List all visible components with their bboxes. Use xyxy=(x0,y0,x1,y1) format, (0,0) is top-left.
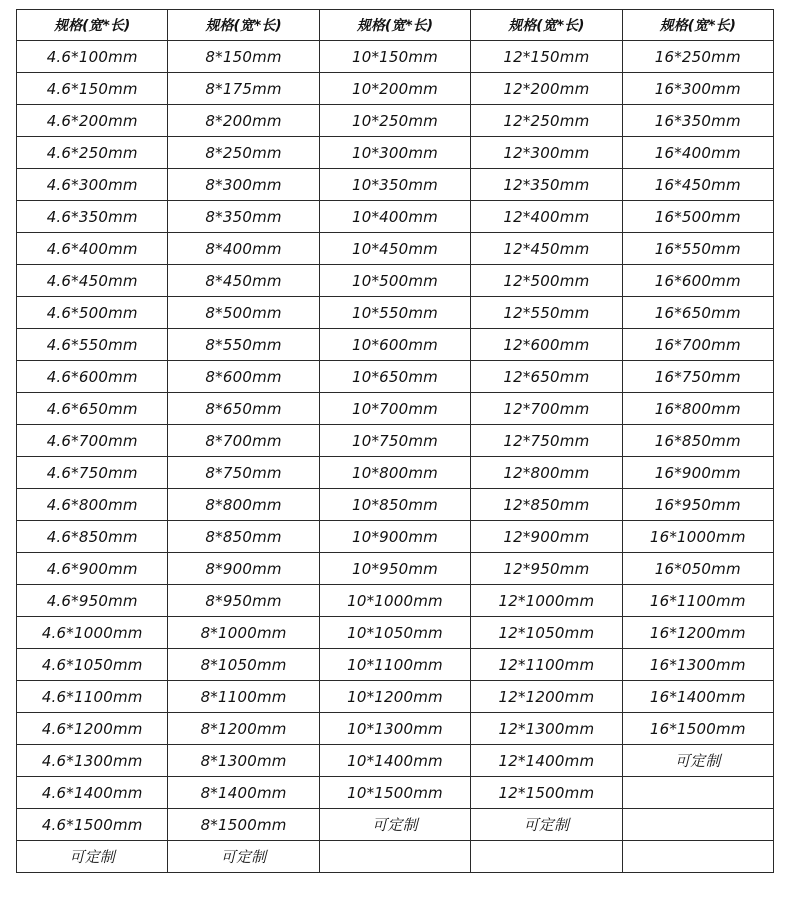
table-row xyxy=(17,265,774,297)
spec-cell: 8*450mm xyxy=(168,265,319,297)
spec-cell: 可定制 xyxy=(17,841,168,873)
spec-cell: 10*850mm xyxy=(319,489,470,521)
spec-cell: 8*1000mm xyxy=(168,617,319,649)
spec-cell: 可定制 xyxy=(622,745,773,777)
spec-cell: 10*750mm xyxy=(319,425,470,457)
spec-cell: 4.6*1200mm xyxy=(17,713,168,745)
spec-cell: 10*1050mm xyxy=(319,617,470,649)
spec-cell: 4.6*1000mm xyxy=(17,617,168,649)
spec-cell: 12*1500mm xyxy=(471,777,622,809)
spec-cell: 4.6*250mm xyxy=(17,137,168,169)
spec-cell: 16*1000mm xyxy=(622,521,773,553)
spec-cell: 12*350mm xyxy=(471,169,622,201)
table-row xyxy=(17,713,774,745)
spec-table-header xyxy=(17,10,774,41)
spec-cell: 10*350mm xyxy=(319,169,470,201)
spec-cell: 10*1200mm xyxy=(319,681,470,713)
header-cell: 规格(宽*长) xyxy=(168,10,319,41)
table-row xyxy=(17,233,774,265)
spec-cell: 4.6*1300mm xyxy=(17,745,168,777)
spec-cell: 10*1100mm xyxy=(319,649,470,681)
table-row xyxy=(17,297,774,329)
spec-cell: 10*500mm xyxy=(319,265,470,297)
header-cell: 规格(宽*长) xyxy=(319,10,470,41)
spec-cell: 10*250mm xyxy=(319,105,470,137)
spec-cell: 12*950mm xyxy=(471,553,622,585)
table-row xyxy=(17,809,774,841)
spec-cell: 16*1300mm xyxy=(622,649,773,681)
spec-cell: 16*250mm xyxy=(622,41,773,73)
spec-cell: 16*600mm xyxy=(622,265,773,297)
spec-cell: 可定制 xyxy=(319,809,470,841)
spec-cell: 12*550mm xyxy=(471,297,622,329)
table-row xyxy=(17,489,774,521)
spec-cell: 12*250mm xyxy=(471,105,622,137)
spec-cell: 4.6*950mm xyxy=(17,585,168,617)
spec-cell: 10*150mm xyxy=(319,41,470,73)
spec-cell: 8*500mm xyxy=(168,297,319,329)
spec-cell: 16*400mm xyxy=(622,137,773,169)
spec-cell: 可定制 xyxy=(168,841,319,873)
spec-cell xyxy=(622,841,773,873)
spec-cell: 4.6*150mm xyxy=(17,73,168,105)
spec-cell: 16*800mm xyxy=(622,393,773,425)
spec-cell: 4.6*1500mm xyxy=(17,809,168,841)
table-row xyxy=(17,169,774,201)
spec-cell: 10*550mm xyxy=(319,297,470,329)
spec-cell: 8*150mm xyxy=(168,41,319,73)
spec-cell: 4.6*650mm xyxy=(17,393,168,425)
spec-cell: 4.6*450mm xyxy=(17,265,168,297)
spec-cell: 12*400mm xyxy=(471,201,622,233)
spec-cell: 8*900mm xyxy=(168,553,319,585)
spec-cell: 10*1000mm xyxy=(319,585,470,617)
table-row xyxy=(17,777,774,809)
spec-cell xyxy=(622,777,773,809)
spec-cell: 10*1500mm xyxy=(319,777,470,809)
spec-cell: 10*200mm xyxy=(319,73,470,105)
table-row xyxy=(17,745,774,777)
spec-cell: 4.6*200mm xyxy=(17,105,168,137)
spec-cell: 8*300mm xyxy=(168,169,319,201)
spec-cell: 10*800mm xyxy=(319,457,470,489)
spec-cell: 8*1050mm xyxy=(168,649,319,681)
table-row xyxy=(17,617,774,649)
spec-cell: 4.6*400mm xyxy=(17,233,168,265)
spec-cell: 4.6*900mm xyxy=(17,553,168,585)
spec-cell xyxy=(622,809,773,841)
spec-cell: 10*950mm xyxy=(319,553,470,585)
table-row xyxy=(17,841,774,873)
table-row xyxy=(17,649,774,681)
spec-cell: 12*500mm xyxy=(471,265,622,297)
spec-cell: 12*600mm xyxy=(471,329,622,361)
spec-cell: 4.6*300mm xyxy=(17,169,168,201)
spec-cell: 8*750mm xyxy=(168,457,319,489)
spec-cell: 8*1400mm xyxy=(168,777,319,809)
spec-cell: 4.6*700mm xyxy=(17,425,168,457)
spec-cell: 16*1100mm xyxy=(622,585,773,617)
spec-cell: 16*1500mm xyxy=(622,713,773,745)
spec-cell: 12*900mm xyxy=(471,521,622,553)
spec-cell: 16*900mm xyxy=(622,457,773,489)
spec-cell: 8*1300mm xyxy=(168,745,319,777)
spec-cell: 16*1200mm xyxy=(622,617,773,649)
spec-cell: 8*550mm xyxy=(168,329,319,361)
table-row xyxy=(17,425,774,457)
spec-cell: 8*1100mm xyxy=(168,681,319,713)
table-row xyxy=(17,681,774,713)
spec-cell: 12*850mm xyxy=(471,489,622,521)
spec-cell: 4.6*800mm xyxy=(17,489,168,521)
table-row xyxy=(17,361,774,393)
spec-cell: 12*1400mm xyxy=(471,745,622,777)
spec-cell: 8*200mm xyxy=(168,105,319,137)
table-row xyxy=(17,553,774,585)
header-cell: 规格(宽*长) xyxy=(622,10,773,41)
table-row xyxy=(17,41,774,73)
spec-cell: 可定制 xyxy=(471,809,622,841)
spec-cell: 16*350mm xyxy=(622,105,773,137)
spec-cell: 4.6*1400mm xyxy=(17,777,168,809)
spec-cell: 12*700mm xyxy=(471,393,622,425)
spec-cell: 10*700mm xyxy=(319,393,470,425)
spec-cell: 4.6*1050mm xyxy=(17,649,168,681)
spec-cell: 8*175mm xyxy=(168,73,319,105)
spec-cell: 4.6*100mm xyxy=(17,41,168,73)
spec-cell: 4.6*750mm xyxy=(17,457,168,489)
spec-cell: 10*300mm xyxy=(319,137,470,169)
spec-cell: 16*550mm xyxy=(622,233,773,265)
spec-cell: 8*850mm xyxy=(168,521,319,553)
spec-cell: 12*300mm xyxy=(471,137,622,169)
spec-cell: 12*1100mm xyxy=(471,649,622,681)
spec-cell: 8*950mm xyxy=(168,585,319,617)
spec-cell: 10*1300mm xyxy=(319,713,470,745)
spec-cell: 10*1400mm xyxy=(319,745,470,777)
spec-cell: 16*700mm xyxy=(622,329,773,361)
spec-cell: 16*450mm xyxy=(622,169,773,201)
spec-cell: 12*1200mm xyxy=(471,681,622,713)
spec-cell: 8*350mm xyxy=(168,201,319,233)
spec-cell: 10*900mm xyxy=(319,521,470,553)
spec-cell: 12*800mm xyxy=(471,457,622,489)
spec-cell: 10*600mm xyxy=(319,329,470,361)
spec-cell: 16*750mm xyxy=(622,361,773,393)
spec-cell: 16*950mm xyxy=(622,489,773,521)
spec-cell: 10*450mm xyxy=(319,233,470,265)
spec-cell: 12*1300mm xyxy=(471,713,622,745)
spec-cell: 4.6*1100mm xyxy=(17,681,168,713)
spec-cell xyxy=(319,841,470,873)
spec-cell: 10*400mm xyxy=(319,201,470,233)
spec-cell: 4.6*500mm xyxy=(17,297,168,329)
spec-table xyxy=(16,9,774,873)
spec-cell: 16*300mm xyxy=(622,73,773,105)
spec-cell: 4.6*600mm xyxy=(17,361,168,393)
header-row xyxy=(17,10,774,41)
spec-cell: 12*1000mm xyxy=(471,585,622,617)
spec-cell: 4.6*850mm xyxy=(17,521,168,553)
spec-cell: 16*050mm xyxy=(622,553,773,585)
spec-cell: 8*1500mm xyxy=(168,809,319,841)
table-row xyxy=(17,521,774,553)
table-row xyxy=(17,457,774,489)
spec-cell: 8*700mm xyxy=(168,425,319,457)
header-cell: 规格(宽*长) xyxy=(471,10,622,41)
spec-table-body xyxy=(17,41,774,873)
spec-cell: 12*750mm xyxy=(471,425,622,457)
spec-cell: 4.6*350mm xyxy=(17,201,168,233)
table-row xyxy=(17,105,774,137)
spec-cell: 8*600mm xyxy=(168,361,319,393)
spec-cell: 12*150mm xyxy=(471,41,622,73)
spec-cell: 8*250mm xyxy=(168,137,319,169)
spec-cell: 4.6*550mm xyxy=(17,329,168,361)
table-row xyxy=(17,585,774,617)
spec-cell: 10*650mm xyxy=(319,361,470,393)
table-row xyxy=(17,329,774,361)
spec-cell: 16*650mm xyxy=(622,297,773,329)
spec-cell: 16*500mm xyxy=(622,201,773,233)
spec-cell: 12*650mm xyxy=(471,361,622,393)
table-row xyxy=(17,73,774,105)
spec-cell xyxy=(471,841,622,873)
spec-cell: 8*400mm xyxy=(168,233,319,265)
spec-cell: 12*1050mm xyxy=(471,617,622,649)
spec-cell: 12*200mm xyxy=(471,73,622,105)
spec-cell: 12*450mm xyxy=(471,233,622,265)
spec-cell: 16*1400mm xyxy=(622,681,773,713)
table-row xyxy=(17,393,774,425)
header-cell: 规格(宽*长) xyxy=(17,10,168,41)
spec-cell: 8*800mm xyxy=(168,489,319,521)
spec-cell: 8*1200mm xyxy=(168,713,319,745)
spec-cell: 8*650mm xyxy=(168,393,319,425)
spec-cell: 16*850mm xyxy=(622,425,773,457)
table-row xyxy=(17,201,774,233)
table-row xyxy=(17,137,774,169)
